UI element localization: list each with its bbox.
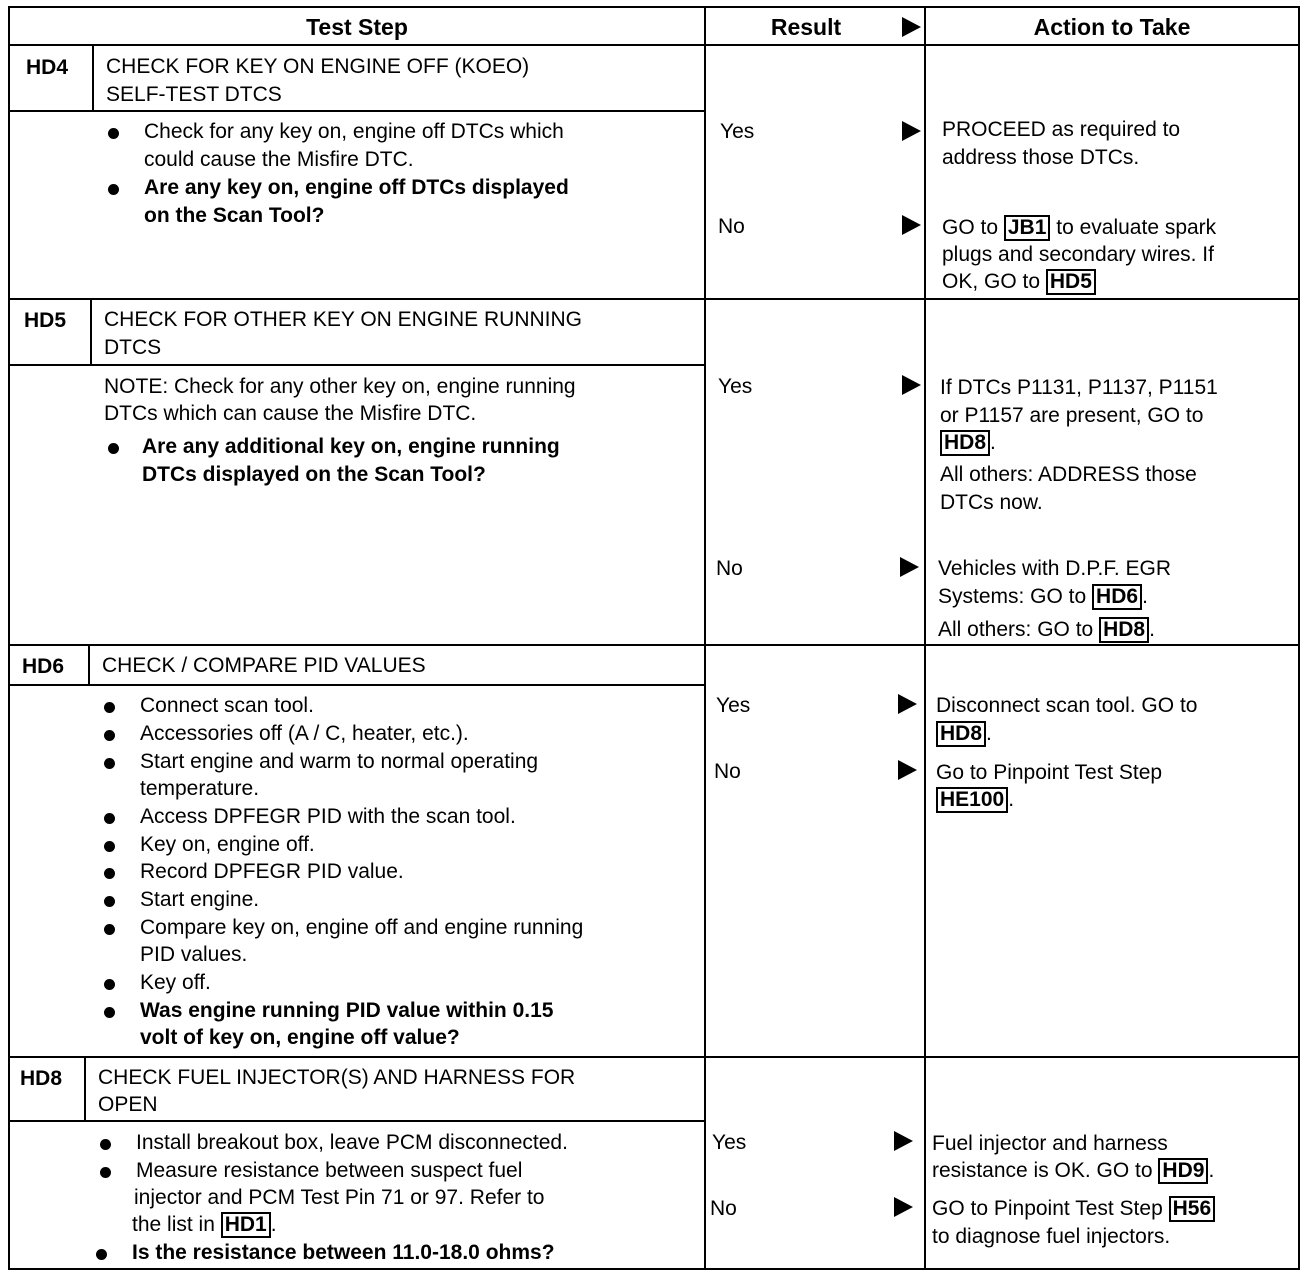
step-title-divider (10, 364, 704, 366)
action-text: to diagnose fuel injectors. (932, 1225, 1171, 1248)
diagnostic-table (8, 6, 1300, 1270)
step-link-h56[interactable]: H56 (1169, 1196, 1216, 1222)
step-link-hd5[interactable]: HD5 (1046, 269, 1096, 295)
action-text: plugs and secondary wires. If (942, 243, 1214, 266)
header-action: Action to Take (1033, 14, 1191, 40)
row-divider (10, 1056, 1298, 1058)
action-text: GO to JB1 to evaluate spark (942, 216, 1217, 239)
bullet-icon (104, 758, 115, 769)
action-text: PROCEED as required to (942, 118, 1181, 141)
test-instruction: Key on, engine off. (140, 833, 315, 856)
header-result: Result (770, 14, 842, 40)
step-id-hd8: HD8 (20, 1067, 63, 1090)
action-text: Vehicles with D.P.F. EGR (938, 557, 1172, 580)
action-text: Disconnect scan tool. GO to (936, 694, 1198, 717)
step-link-hd8[interactable]: HD8 (936, 721, 986, 747)
action-text: or P1157 are present, GO to (940, 404, 1204, 427)
step-id-divider (92, 44, 94, 112)
action-text: HE100 . (936, 786, 1014, 814)
test-instruction: Accessories off (A / C, heater, etc.). (140, 722, 469, 745)
bullet-icon (104, 924, 115, 935)
bullet-icon (104, 730, 115, 741)
arrow-icon (898, 694, 917, 714)
bullet-icon (104, 1007, 115, 1018)
row-divider (10, 644, 1298, 646)
test-instruction: Start engine. (140, 888, 260, 911)
result-yes: Yes (716, 694, 751, 717)
step-link-hd6[interactable]: HD6 (1092, 584, 1142, 610)
test-question: Are any additional key on, engine running (142, 435, 560, 458)
test-instruction: Compare key on, engine off and engine running (140, 916, 584, 939)
test-instruction: PID values. (140, 943, 248, 966)
step-link-hd8[interactable]: HD8 (1099, 617, 1149, 643)
test-instruction: could cause the Misfire DTC. (144, 148, 414, 171)
header-test-step: Test Step (306, 14, 408, 40)
step-id-divider (90, 298, 92, 366)
step-link-hd1[interactable]: HD1 (221, 1212, 271, 1238)
bullet-icon (100, 1139, 111, 1150)
step-link-hd8[interactable]: HD8 (940, 430, 990, 456)
arrow-icon (894, 1131, 913, 1151)
step-id-hd5: HD5 (24, 309, 67, 332)
arrow-icon (902, 121, 921, 141)
action-text: If DTCs P1131, P1137, P1151 (940, 376, 1218, 399)
step-title-divider (10, 1120, 704, 1122)
test-question: DTCs displayed on the Scan Tool? (142, 463, 486, 486)
bullet-icon (104, 896, 115, 907)
action-text: DTCs now. (940, 491, 1043, 514)
step-title: CHECK / COMPARE PID VALUES (102, 654, 426, 677)
bullet-icon (104, 813, 115, 824)
test-question: Is the resistance between 11.0-18.0 ohms? (132, 1241, 555, 1264)
bullet-icon (104, 841, 115, 852)
action-text: All others: ADDRESS those (940, 463, 1197, 486)
result-yes: Yes (720, 120, 755, 143)
column-divider (924, 8, 926, 1268)
row-divider (10, 298, 1298, 300)
bullet-icon (96, 1249, 107, 1260)
result-no: No (710, 1197, 737, 1220)
test-instruction: Connect scan tool. (140, 694, 314, 717)
bullet-icon (108, 128, 119, 139)
bullet-icon (104, 702, 115, 713)
result-no: No (714, 760, 741, 783)
result-yes: Yes (712, 1131, 747, 1154)
test-instruction: Check for any key on, engine off DTCs which (144, 120, 564, 143)
step-link-hd9[interactable]: HD9 (1158, 1158, 1208, 1184)
step-title: CHECK FUEL INJECTOR(S) AND HARNESS FOR (98, 1066, 576, 1089)
test-instruction: the list in HD1 . (132, 1213, 277, 1236)
test-question: volt of key on, engine off value? (140, 1026, 460, 1049)
arrow-icon (902, 215, 921, 235)
step-title: SELF-TEST DTCS (106, 83, 282, 106)
test-question: on the Scan Tool? (144, 204, 325, 227)
action-text: OK, GO to HD5 (942, 268, 1096, 296)
test-instruction: injector and PCM Test Pin 71 or 97. Refer to (134, 1186, 545, 1209)
action-text: resistance is OK. GO to HD9 . (932, 1159, 1215, 1182)
bullet-icon (108, 184, 119, 195)
bullet-icon (108, 443, 119, 454)
result-no: No (718, 215, 745, 238)
step-id-hd4: HD4 (26, 56, 69, 79)
arrow-icon (894, 1197, 913, 1217)
test-instruction: Measure resistance between suspect fuel (136, 1159, 523, 1182)
action-text: GO to Pinpoint Test Step H56 (932, 1195, 1215, 1223)
step-title: CHECK FOR KEY ON ENGINE OFF (KOEO) (106, 55, 530, 78)
test-question: Was engine running PID value within 0.15 (140, 999, 554, 1022)
action-text: Go to Pinpoint Test Step (936, 761, 1163, 784)
step-link-he100[interactable]: HE100 (936, 787, 1008, 813)
step-id-divider (88, 644, 90, 686)
action-text: HD8 . (940, 429, 996, 457)
test-instruction: Record DPFEGR PID value. (140, 860, 404, 883)
step-id-divider (84, 1056, 86, 1122)
action-text: HD8 . (936, 720, 992, 748)
action-text: All others: GO to HD8 . (938, 618, 1155, 641)
header-arrow-icon (902, 17, 921, 37)
action-text: Systems: GO to HD6 . (938, 585, 1148, 608)
step-title-divider (10, 684, 704, 686)
header-divider (10, 44, 1298, 46)
test-instruction: Access DPFEGR PID with the scan tool. (140, 805, 516, 828)
test-note: NOTE: Check for any other key on, engine running (104, 375, 576, 398)
step-title: DTCS (104, 336, 162, 359)
step-id-hd6: HD6 (22, 655, 65, 678)
test-instruction: Install breakout box, leave PCM disconnected. (136, 1131, 568, 1154)
step-link-jb1[interactable]: JB1 (1004, 215, 1051, 241)
bullet-icon (104, 868, 115, 879)
action-text: address those DTCs. (942, 146, 1140, 169)
step-title: CHECK FOR OTHER KEY ON ENGINE RUNNING (104, 308, 582, 331)
test-instruction: Key off. (140, 971, 211, 994)
action-text: Fuel injector and harness (932, 1132, 1168, 1155)
test-instruction: Start engine and warm to normal operating (140, 750, 539, 773)
arrow-icon (900, 557, 919, 577)
result-no: No (716, 557, 743, 580)
test-question: Are any key on, engine off DTCs displayed (144, 176, 569, 199)
arrow-icon (898, 760, 917, 780)
column-divider (704, 8, 706, 1268)
arrow-icon (902, 375, 921, 395)
result-yes: Yes (718, 375, 753, 398)
step-title: OPEN (98, 1093, 158, 1116)
bullet-icon (104, 979, 115, 990)
test-note: DTCs which can cause the Misfire DTC. (104, 402, 477, 425)
test-instruction: temperature. (140, 777, 260, 800)
step-title-divider (10, 110, 704, 112)
bullet-icon (100, 1167, 111, 1178)
